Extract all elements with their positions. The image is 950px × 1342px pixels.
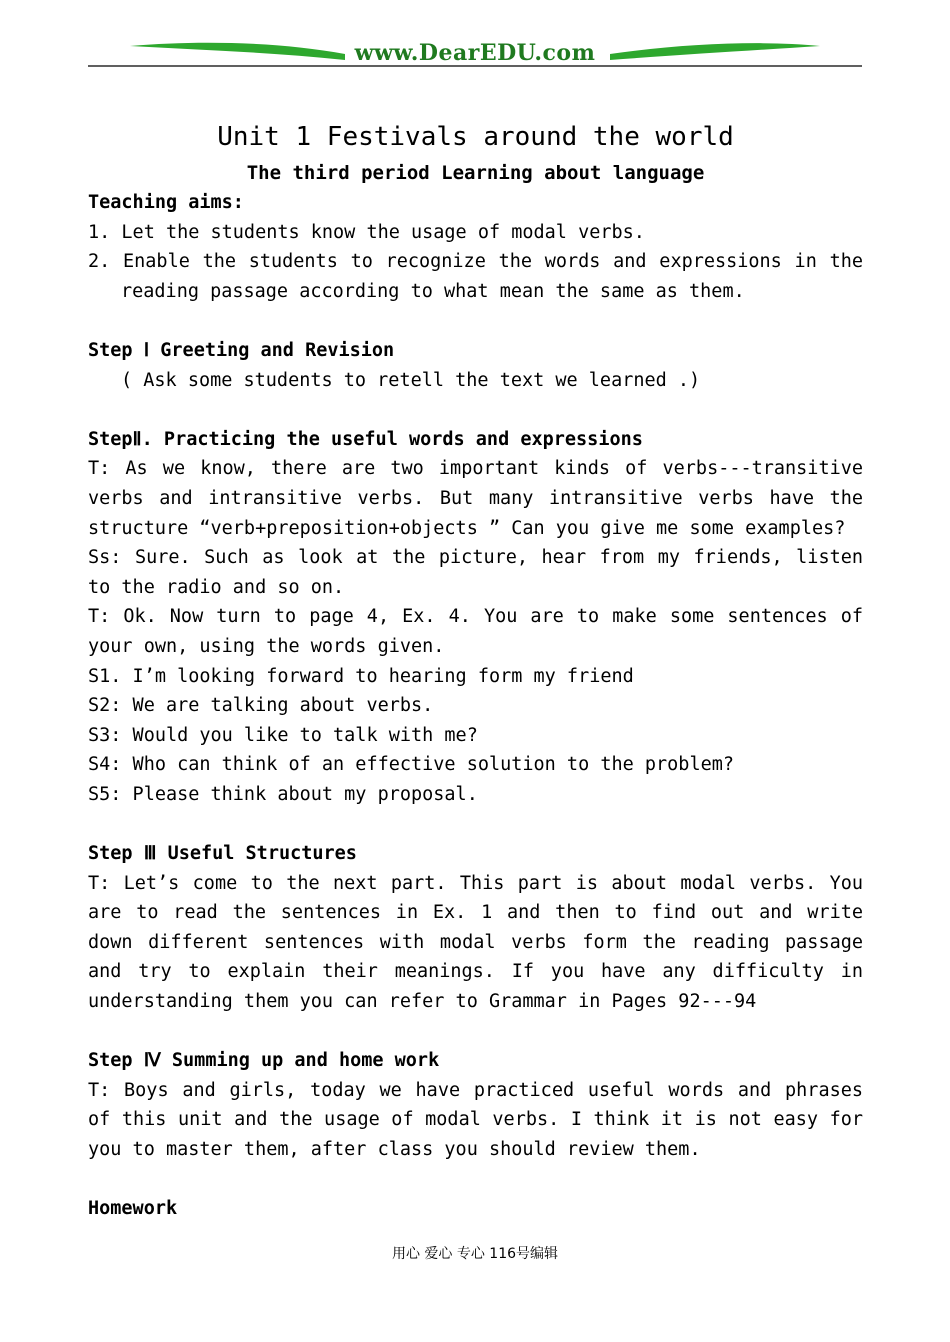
aims-item: 2. Enable the students to recognize the words and expressions in the reading passage according to what mean the same as them. [88, 251, 875, 302]
step2-line: Ss: Sure. Such as look at the picture, hear from my friends, listen to the radio and so on. [88, 547, 875, 598]
page-footer: 用心 爱心 专心 116号编辑 [391, 1246, 559, 1262]
step2-line: T: Ok. Now turn to page 4, Ex. 4. You are to make some sentences of your own, using the words given. [88, 606, 875, 657]
site-logo[interactable]: www.DearEDU.com [354, 40, 596, 66]
step3-line: T: Let’s come to the next part. This part is about modal verbs. You are to read the sentences in Ex. 1 and then to find out and write down different sentences with modal verbs form the reading passage and try to explain their meanings. If you have any difficulty in understanding them you can refer to Grammar in Pages 92---94 [88, 872, 875, 1013]
step2-line: S3: Would you like to talk with me? [88, 724, 478, 746]
document-body [88, 116, 875, 1224]
step2-line: S1. I’m looking forward to hearing form my friend [88, 665, 634, 687]
page-subtitle: The third period Learning about language [246, 162, 705, 184]
step4-line: T: Boys and girls, today we have practiced useful words and phrases of this unit and the usage of modal verbs. I think it is not easy for you to master them, after class you should review them. [88, 1079, 875, 1160]
step2-line: S5: Please think about my proposal. [88, 783, 478, 805]
homework-heading: Homework [88, 1198, 178, 1220]
step2-line: S2: We are talking about verbs. [88, 695, 434, 717]
step4-heading: Step Ⅳ Summing up and home work [88, 1050, 440, 1072]
step2-line: T: As we know, there are two important kinds of verbs---transitive verbs and intransitive verbs. But many intransitive verbs have the structure “verb+preposition+objects ” Can you give me some examples? [88, 458, 875, 539]
step3-heading: Step Ⅲ Useful Structures [88, 843, 357, 865]
step1-heading: Step Ⅰ Greeting and Revision [88, 339, 395, 361]
step2-line: S4: Who can think of an effective solution to the problem? [88, 754, 735, 776]
aims-heading: Teaching aims: [88, 192, 244, 213]
step1-line: ( Ask some students to retell the text we learned .) [121, 369, 701, 391]
aims-item: 1. Let the students know the usage of modal verbs. [88, 221, 645, 243]
page-title: Unit 1 Festivals around the world [217, 122, 734, 152]
step2-heading: StepⅡ. Practicing the useful words and expressions [88, 428, 643, 450]
